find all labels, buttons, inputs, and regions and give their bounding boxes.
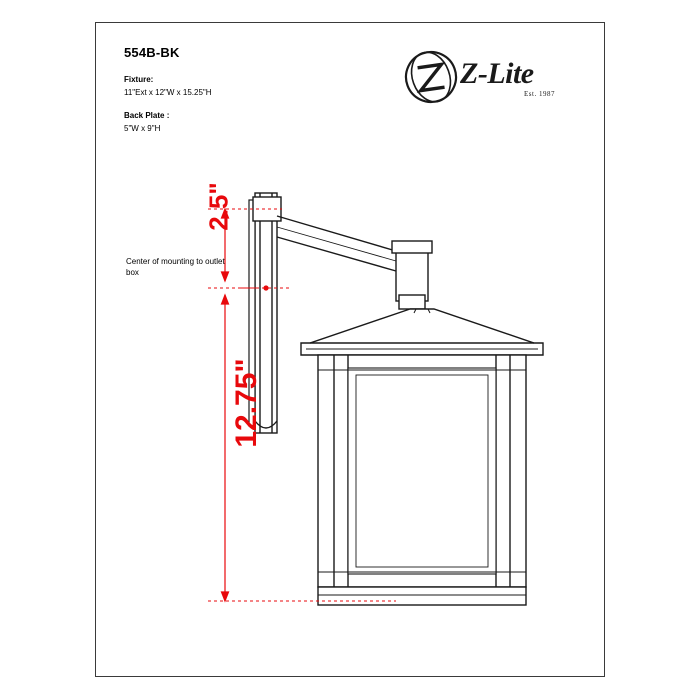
mounting-arm <box>253 197 432 309</box>
spec-value-backplate: 5"W x 9"H <box>124 124 161 133</box>
logo-wordmark: Z-Lite <box>460 57 534 90</box>
dimension-height-label: 12.75" <box>230 358 263 448</box>
spec-sheet <box>95 22 605 677</box>
fixture-bottom <box>318 587 526 605</box>
dimension-top-label: 2.5" <box>203 182 234 231</box>
spec-label-backplate: Back Plate : <box>124 111 170 120</box>
fixture-body <box>318 355 526 587</box>
logo-tagline: Est. 1987 <box>524 90 555 98</box>
spec-label-fixture: Fixture: <box>124 75 154 84</box>
fixture-drawing <box>96 23 606 678</box>
spec-value-fixture: 11"Ext x 12"W x 15.25"H <box>124 88 212 97</box>
center-of-mounting-note: Center of mounting to outlet box <box>126 257 225 277</box>
model-code: 554B-BK <box>124 45 180 60</box>
fixture-roof <box>301 309 543 355</box>
